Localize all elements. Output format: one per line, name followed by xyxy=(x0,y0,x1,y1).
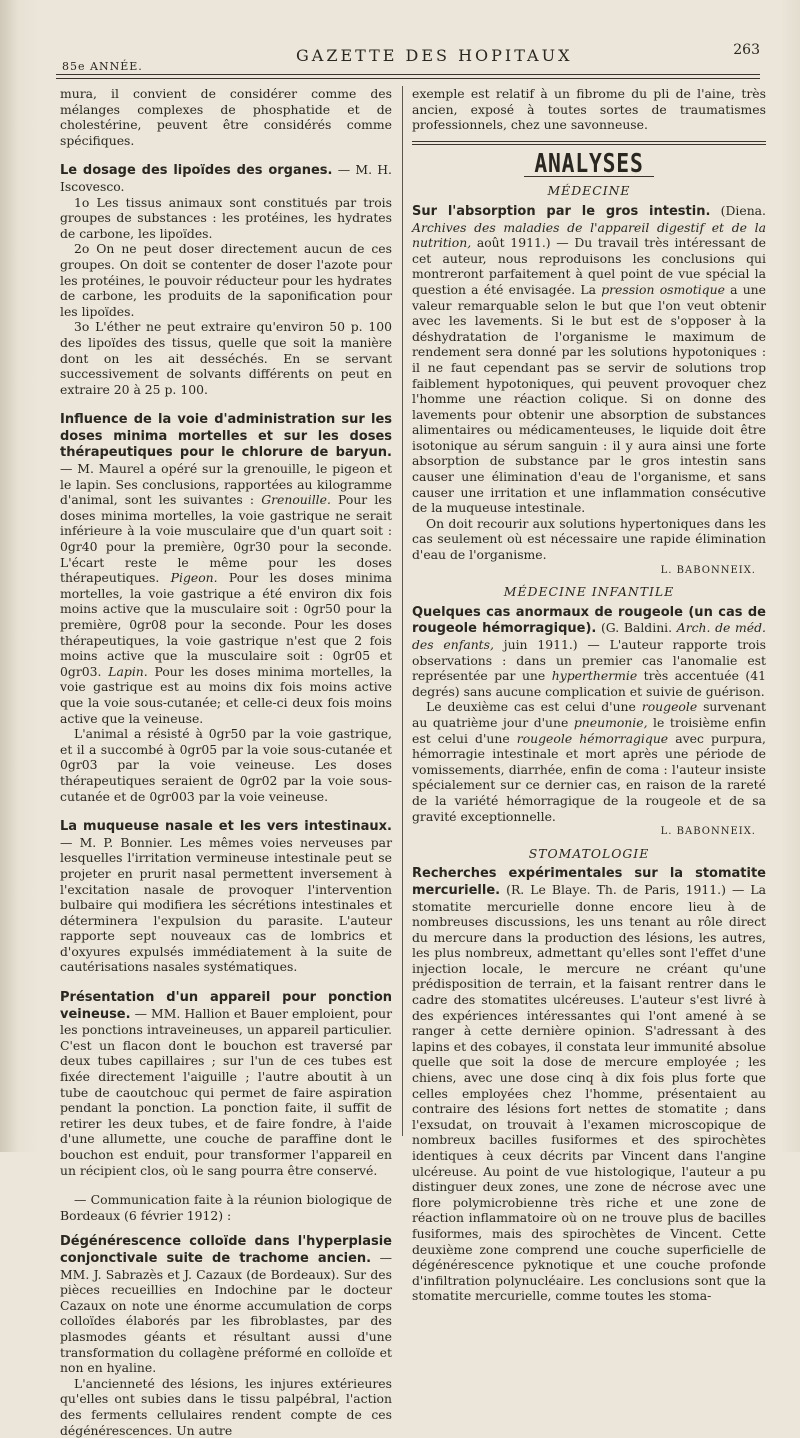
volume-year: 85e ANNÉE. xyxy=(62,60,143,73)
paragraph: 3o L'éther ne peut extraire qu'environ 50 p. 100 des lipoïdes des tissus, quelle que soit la manière dont on les ait desséchés. En se servant successivement de solvants différents on peut en extraire 20 à 25 p. 100. xyxy=(60,319,392,397)
article-title: Dégénérescence colloïde dans l'hyperplasie conjonctivale suite de trachome ancien. xyxy=(60,1234,392,1266)
column-divider xyxy=(402,86,403,1136)
subsection-medecine-infantile: MÉDECINE INFANTILE xyxy=(503,584,675,600)
article-ponction-veineuse: Présentation d'un appareil pour ponction veineuse. — MM. Hallion et Bauer emploient, pour les ponctions intraveineuses, un appareil particulier. C'est un flacon dont le bouchon est traversé par deux tubes capillaires ; sur l'un de ces tubes est fixée directement l'aiguille ; l'autre aboutit à un tube de caoutchouc qui permet de faire aspiration pendant la ponction. La ponction faite, il suffit de retirer les deux tubes, et de faire fondre, à l'aide d'une allumette, une couche de paraffine dont le bouchon est enduit, pour transformer l'appareil en un récipient clos, où le sang pourra être conservé. xyxy=(60,990,392,1178)
paragraph: On doit recourir aux solutions hypertoniques dans les cas seulement où est nécessaire une rapide élimination d'eau de l'organisme. xyxy=(412,515,766,563)
paragraph: 2o On ne peut doser directement aucun de ces groupes. On doit se contenter de doser l'azote pour les protéines, le pouvoir réducteur pour les hydrates de carbone, les produits de la saponification pour les lipoïdes. xyxy=(60,241,392,319)
review-title: Quelques cas anormaux de rougeole (un cas de rougeole hémorragique). xyxy=(412,604,766,637)
page-number: 263 xyxy=(733,42,760,58)
journal-title: GAZETTE DES HOPITAUX xyxy=(296,46,573,65)
right-column xyxy=(412,86,766,1304)
article-title: Le dosage des lipoïdes des organes. xyxy=(60,163,333,179)
author-signature: L. BABONNEIX. xyxy=(660,826,756,838)
continued-paragraph: mura, il convient de considérer comme des mélanges complexes de phosphatide et de cholestérine, peuvent être considérés comme spécifiques. xyxy=(60,86,392,148)
review-title: Sur l'absorption par le gros intestin. xyxy=(412,203,711,219)
article-lipoides xyxy=(60,162,392,194)
section-rule-2 xyxy=(412,144,766,145)
article-lead: — M. H. Iscovesco. xyxy=(60,162,392,194)
paragraph: Le deuxième cas est celui d'une rougeole survenant au quatrième jour d'une pneumonie, le troisième enfin est celui d'une rougeole hémorragique avec purpura, hémorragie intestinale et mort après une période de vomissements, diarrhée, enfin de coma : l'auteur insiste spécialement sur ce dernier cas, en raison de la rareté de la variété hémorragique de la rougeole et de sa gravité exceptionnelle. xyxy=(412,699,766,824)
left-column xyxy=(60,86,392,1438)
review-stomatite: Recherches expérimentales sur la stomatite mercurielle. (R. Le Blaye. Th. de Paris, 1911.) — La stomatite mercurielle donne encore lieu à de nombreuses discussions, les uns tenant au rôle direct du mercure dans la production des lésions, les autres, les plus nombreux, admettant qu'elles sont l'effet d'une injection locale, le mercure ne créant qu'une prédisposition de terrain, et la faisant rentrer dans le cadre des stomatites ulcéreuses. L'auteur s'est livré à des expériences intéressantes qui l'ont amené à se ranger à cette dernière opinion. S'adressant à des lapins et des cobayes, il constata leur immunité absolue quelle que soit la dose de mercure employée ; les chiens, avec une dose cinq à dix fois plus forte que celles employées chez l'homme, présentaient au contraire des lésions fort nettes de stomatite ; dans l'exsudat, on trouvait à l'examen microscopique de nombreux bacilles fusiformes et des spirochètes identiques à ceux décrits par Vincent dans l'angine ulcéreuse. Au point de vue histologique, l'auteur a pu distinguer deux zones, une zone de nécrose avec une flore polymicrobienne très riche et une zone de réaction inflammatoire où on ne trouve plus de bacilles fusiformes, mais des spirochètes de Vincent. Cette deuxième zone comprend une couche superficielle de dégénérescence pyknotique et une couche profonde d'infiltration polynucléaire. Les conclusions sont que la stomatite mercurielle, comme toutes les stoma- xyxy=(412,866,766,1304)
article-degenerescence: Dégénérescence colloïde dans l'hyperplasie conjonctivale suite de trachome ancien. — MM. J. Sabrazès et J. Cazaux (de Bordeaux). Sur des pièces recueillies en Indochine par le docteur Cazaux on note une énorme accumulation de corps colloïdes élaborés par les fibroblastes, par des plasmodes géants et résultant aussi d'une transformation du collagène préformé en colloïde et non en hyaline. xyxy=(60,1234,392,1376)
review-absorption: Sur l'absorption par le gros intestin. (Diena. Archives des maladies de l'appareil digestif et de la nutrition, août 1911.) — Du travail très intéressant de cet auteur, nous reproduisons les conclusions qui montreront parfaitement à quel point de vue spécial la question a été envisagée. La pression osmotique a une valeur remarquable selon le but que l'on veut obtenir avec les lavements. Si le but est de s'opposer à la déshydratation de l'organisme le maximum de rendement sera donné par les solutions hypotoniques : il ne faut cependant pas se servir de solutions trop faiblement hypotoniques, qui peuvent provoquer chez l'homme une réaction colique. Si on donne des lavements pour obtenir une absorption de substances alimentaires ou médicamenteuses, le liquide doit être isotonique au sérum sanguin : il y aura ainsi une forte absorption de substance par le gros intestin sans causer une élimination d'eau de l'organisme, et sans causer une irritation et une inflammation consécutive de la muqueuse intestinale. xyxy=(412,202,766,516)
paragraph: 1o Les tissus animaux sont constitués par trois groupes de substances : les protéines, les hydrates de carbone, les lipoïdes. xyxy=(60,194,392,241)
article-title: Influence de la voie d'administration sur les doses minima mortelles et sur les doses thérapeutiques pour le chlorure de baryun. xyxy=(60,412,392,461)
subsection-stomatologie: STOMATOLOGIE xyxy=(528,845,650,861)
article-title: Présentation d'un appareil pour ponction veineuse. xyxy=(60,990,392,1022)
page-header xyxy=(56,40,760,80)
article-title: La muqueuse nasale et les vers intestinaux. xyxy=(60,819,392,835)
section-rule xyxy=(412,141,766,142)
continued-paragraph: exemple est relatif à un fibrome du pli de l'aine, très ancien, exposé à toutes sortes de traumatismes professionnels, chez une savonneuse. xyxy=(412,86,766,133)
subsection-medecine: MÉDECINE xyxy=(547,183,631,199)
header-rule-2 xyxy=(56,78,760,79)
article-muqueuse-nasale: La muqueuse nasale et les vers intestinaux. — M. P. Bonnier. Les mêmes voies nerveuses par lesquelles l'irritation vermineuse intestinale peut se projeter en prurit nasal permettent inversement à l'excitation nasale de provoquer l'intervention bulbaire qui modifiera les sécrétions intestinales et déterminera l'expulsion du parasite. L'auteur rapporte sept nouveaux cas de lombrics et d'oxyures expulsés immédiatement à la suite de cautérisations nasales systématiques. xyxy=(60,819,392,975)
section-heading-analyses: ANALYSES xyxy=(534,148,644,179)
author-signature: L. BABONNEIX. xyxy=(660,564,756,576)
header-rule xyxy=(56,74,760,75)
communication-note: — Communication faite à la réunion biologique de Bordeaux (6 février 1912) : xyxy=(60,1192,392,1223)
review-rougeole: Quelques cas anormaux de rougeole (un cas de rougeole hémorragique). (G. Baldini. Arch. de méd. des enfants, juin 1911.) — L'auteur rapporte trois observations : dans un premier cas l'anomalie est représentée par une hyperthermie très accentuée (41 degrés) sans aucune complication et suivie de guérison. xyxy=(412,604,766,699)
article-chlorure-baryum: Influence de la voie d'administration sur les doses minima mortelles et sur les doses thérapeutiques pour le chlorure de baryun. — M. Maurel a opéré sur la grenouille, le pigeon et le lapin. Ses conclusions, rapportées au kilogramme d'animal, sont les suivantes : Grenouille. Pour les doses minima mortelles, la voie gastrique ne serait inférieure à la voie musculaire que d'un quart soit : 0gr40 pour la première, 0gr30 pour la seconde. L'écart reste le même pour les doses thérapeutiques. Pigeon. Pour les doses minima mortelles, la voie gastrique a été environ dix fois moins active que la musculaire soit : 0gr50 pour la première, 0gr08 pour la seconde. Pour les doses thérapeutiques, la voie gastrique n'est que 2 fois moins active que la musculaire soit : 0gr05 et 0gr03. Lapin. Pour les doses minima mortelles, la voie gastrique est au moins dix fois moins active que la voie sous-cutanée; et celle-ci deux fois moins active que la veineuse. xyxy=(60,412,392,726)
paragraph: L'ancienneté des lésions, les injures extérieures qu'elles ont subies dans le tissu palpébral, l'action des ferments cellulaires rendent compte de ces dégénérescences. Un autre xyxy=(60,1375,392,1438)
paragraph: L'animal a résisté à 0gr50 par la voie gastrique, et il a succombé à 0gr05 par la voie sous-cutanée et 0gr03 par la voie veineuse. Les doses thérapeutiques seraient de 0gr02 par la voie sous-cutanée et de 0gr003 par la voie veineuse. xyxy=(60,726,392,804)
review-title: Recherches expérimentales sur la stomatite mercurielle. xyxy=(412,866,766,898)
